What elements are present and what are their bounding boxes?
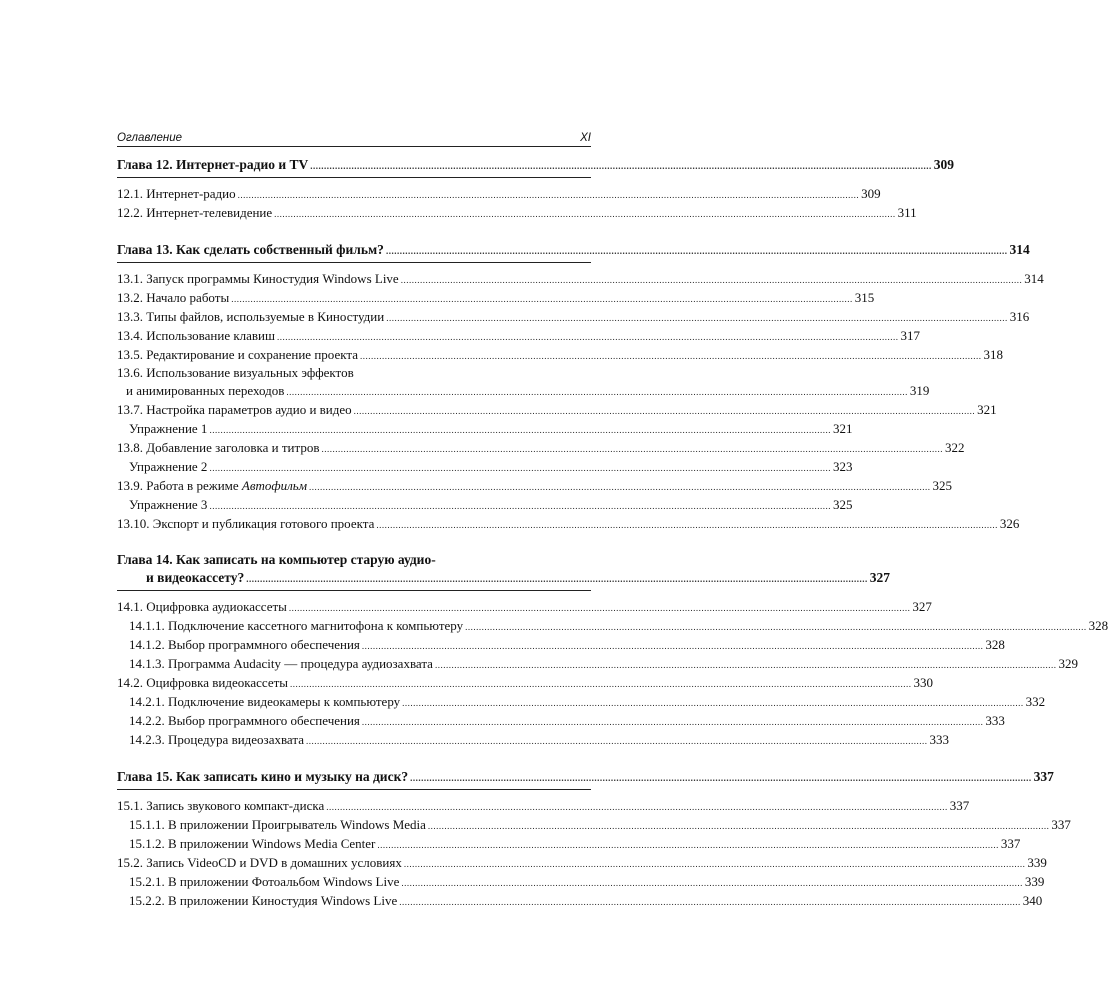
toc-subitem[interactable]: 14.1.2. Выбор программного обеспечения .................................................................................................................................................................................................................................. 328 — [129, 637, 1005, 652]
toc-item[interactable]: 12.1. Интернет-радио .................................................................................................................................................................................................................................. 309 — [117, 186, 881, 201]
toc-subitem[interactable]: 14.2.2. Выбор программного обеспечения .................................................................................................................................................................................................................................. 333 — [129, 713, 1005, 728]
toc-chapter-13[interactable]: Глава 13. Как сделать собственный фильм? .................................................................................................................................................................................................................................. 314 — [117, 240, 591, 259]
divider — [117, 262, 591, 263]
toc-exercise[interactable]: Упражнение 2 .................................................................................................................................................................................................................................. 323 — [129, 459, 853, 474]
toc-subitem[interactable]: 15.1.2. В приложении Windows Media Center .................................................................................................................................................................................................................................. 337 — [129, 836, 1021, 851]
running-header — [117, 130, 591, 147]
toc-item[interactable]: 13.9. Работа в режиме Автофильм .................................................................................................................................................................................................................................. 325 — [117, 478, 952, 493]
toc-item[interactable]: 13.8. Добавление заголовка и титров .................................................................................................................................................................................................................................. 322 — [117, 440, 965, 455]
toc-subitem[interactable]: 15.2.1. В приложении Фотоальбом Windows Live .................................................................................................................................................................................................................................. 339 — [129, 874, 1045, 889]
header-section-title: Оглавление — [117, 132, 182, 144]
toc-subitem[interactable]: 14.2.3. Процедура видеозахвата .................................................................................................................................................................................................................................. 333 — [129, 732, 949, 747]
header-page-number: XI — [580, 132, 591, 144]
toc-item[interactable]: 13.5. Редактирование и сохранение проекта .................................................................................................................................................................................................................................. 318 — [117, 347, 1003, 362]
toc-item[interactable]: 13.7. Настройка параметров аудио и видео .................................................................................................................................................................................................................................. 321 — [117, 402, 997, 417]
toc-exercise[interactable]: Упражнение 3 .................................................................................................................................................................................................................................. 325 — [129, 497, 853, 512]
toc-item[interactable]: 15.2. Запись VideoCD и DVD в домашних условиях .................................................................................................................................................................................................................................. 339 — [117, 855, 1047, 870]
toc-item[interactable]: 13.10. Экспорт и публикация готового проекта .................................................................................................................................................................................................................................. 326 — [117, 516, 1020, 531]
toc-subitem[interactable]: 15.1.1. В приложении Проигрыватель Windows Media .................................................................................................................................................................................................................................. 337 — [129, 817, 1071, 832]
toc-subitem[interactable]: 15.2.2. В приложении Киностудия Windows Live .................................................................................................................................................................................................................................. 340 — [129, 893, 1043, 908]
toc-item[interactable]: 14.2. Оцифровка видеокассеты .................................................................................................................................................................................................................................. 330 — [117, 675, 934, 690]
toc-chapter-14[interactable]: Глава 14. Как записать на компьютер старую аудио- — [117, 552, 436, 567]
toc-item[interactable]: 13.3. Типы файлов, используемые в Киностудии .................................................................................................................................................................................................................................. 316 — [117, 309, 1030, 324]
dot-leader: .................................................................................................................................................................................................................................. — [246, 574, 868, 584]
dot-leader: .................................................................................................................................................................................................................................. — [310, 161, 932, 171]
toc-item[interactable]: 12.2. Интернет-телевидение .................................................................................................................................................................................................................................. 311 — [117, 205, 917, 220]
toc-item-continuation[interactable]: и анимированных переходов .................................................................................................................................................................................................................................. 319 — [126, 383, 930, 398]
toc-item[interactable]: 13.2. Начало работы .................................................................................................................................................................................................................................. 315 — [117, 290, 875, 305]
divider — [117, 177, 591, 178]
toc-item[interactable]: 13.4. Использование клавиш .................................................................................................................................................................................................................................. 317 — [117, 328, 921, 343]
toc-subitem[interactable]: 14.1.3. Программа Audacity — процедура аудиозахвата .................................................................................................................................................................................................................................. 329 — [129, 656, 1078, 671]
toc-item[interactable]: 15.1. Запись звукового компакт-диска .................................................................................................................................................................................................................................. 337 — [117, 798, 970, 813]
toc-exercise[interactable]: Упражнение 1 .................................................................................................................................................................................................................................. 321 — [129, 421, 853, 436]
divider — [117, 590, 591, 591]
toc-chapter-12[interactable]: Глава 12. Интернет-радио и TV .................................................................................................................................................................................................................................. 309 — [117, 155, 591, 174]
toc-item[interactable]: 13.1. Запуск программы Киностудия Windows Live .................................................................................................................................................................................................................................. 314 — [117, 271, 1044, 286]
dot-leader: .................................................................................................................................................................................................................................. — [410, 773, 1032, 783]
toc-chapter-15[interactable]: Глава 15. Как записать кино и музыку на диск? .................................................................................................................................................................................................................................. 337 — [117, 767, 591, 786]
toc-item[interactable]: 14.1. Оцифровка аудиокассеты .................................................................................................................................................................................................................................. 327 — [117, 599, 932, 614]
toc-subitem[interactable]: 14.1.1. Подключение кассетного магнитофона к компьютеру .................................................................................................................................................................................................................................. 328 — [129, 618, 1108, 633]
toc-chapter-14-continuation[interactable]: и видеокассету? .................................................................................................................................................................................................................................. 327 — [117, 568, 591, 587]
table-of-contents — [117, 155, 1108, 910]
toc-item[interactable]: 13.6. Использование визуальных эффектов — [117, 365, 354, 380]
divider — [117, 789, 591, 790]
toc-subitem[interactable]: 14.2.1. Подключение видеокамеры к компьютеру .................................................................................................................................................................................................................................. 332 — [129, 694, 1046, 709]
dot-leader: .................................................................................................................................................................................................................................. — [385, 246, 1008, 256]
